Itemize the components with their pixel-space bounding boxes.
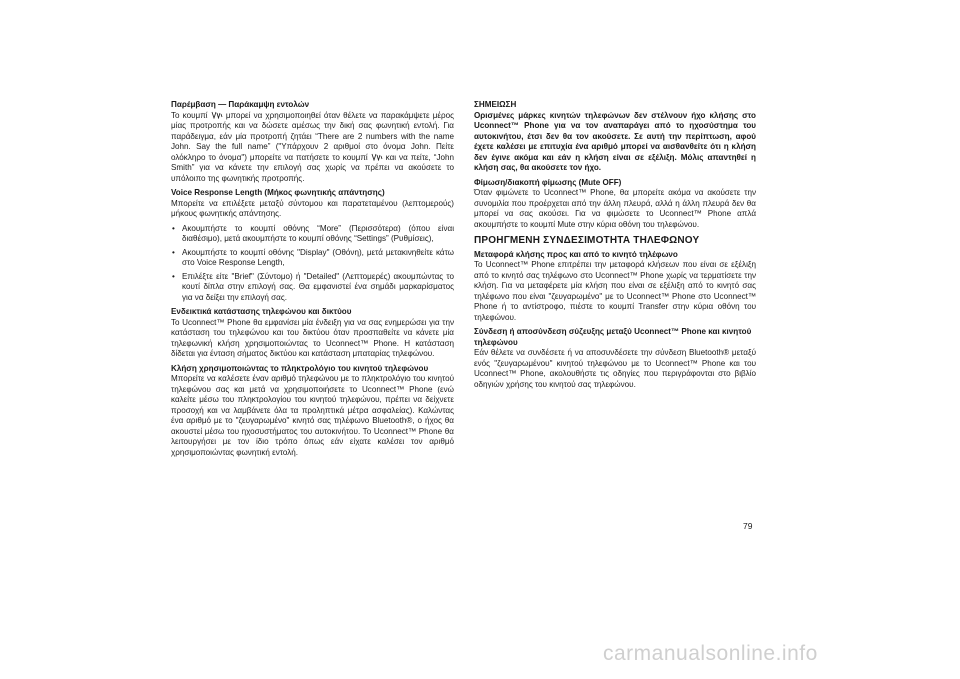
- watermark: carmanualsonline.info: [603, 642, 818, 665]
- text-barge-in-b: μπορεί να χρησιμοποιηθεί όταν θέλετε να παρακάμψετε μέρος μίας προτροπής και να δώσετε αμέσως την δική σας φωνητική εντολή. Για παράδειγμα, εάν μία προτροπή ζητάει “There are 2 numbers with the name John. Say the full name” ("Υπάρχουν 2 αριθμοί στο όνομα John. Πείτε ολόκληρο το όνομα") μπορείτε να πατήσετε το κουμπί: [171, 110, 454, 162]
- paragraph-call-transfer: Το Uconnect™ Phone επιτρέπει την μεταφορά κλήσεων που είναι σε εξέλιξη από το κινητό σας τηλέφωνο στο Uconnect™ Phone χωρίς να τερματίσετε την κλήση. Για να μεταφέρετε μία κλήση που είναι σε εξέλιξη από το κινητό σας τηλέφωνο που είναι "ζευγαρωμένο" με το Uconnect™ Phone στο Uconnect™ Phone ή το αντίστροφο, πιέστε το κουμπί Transfer στην κύρια οθόνη του τηλεφώνου.: [474, 260, 756, 322]
- voice-recognition-icon: [371, 153, 383, 161]
- note-heading: ΣΗΜΕΙΩΣΗ: [474, 100, 517, 109]
- text-barge-in-c: και να πείτε, “John Smith” για να κάνετε την επιλογή σας χωρίς να πρέπει να ακούσετε το υπόλοιπο της φωνητικής προτροπής.: [171, 152, 454, 183]
- left-column: [171, 100, 454, 462]
- voice-response-steps: [171, 224, 454, 304]
- paragraph-pairing: Εάν θέλετε να συνδέσετε ή να αποσυνδέσετε την σύνδεση Bluetooth® μεταξύ ενός "ζευγαρωμένου" κινητού τηλεφώνου με το Uconnect™ Phone και του Uconnect™ Phone, ακολουθήστε τις οδηγίες που περιγράφονται στο βιβλίο οδηγιών χρήσης του κινητού σας τηλεφώνου.: [474, 348, 756, 389]
- heading-pairing: Σύνδεση ή αποσύνδεση σύζευξης μεταξύ Uconnect™ Phone και κινητού τηλεφώνου: [474, 327, 752, 347]
- right-column: [474, 100, 756, 394]
- list-item: • Ακουμπήστε το κουμπί οθόνης "Display" (Οθόνη), μετά μετακινηθείτε κάτω στο Voice Response Length,: [171, 248, 454, 269]
- note-body: Ορισμένες μάρκες κινητών τηλεφώνων δεν στέλνουν ήχο κλήσης στο Uconnect™ Phone για να τον αναπαράγει από το ηχοσύστημα του αυτοκινήτου, έτσι δεν θα τον ακούσετε. Σε αυτή την περίπτωση, αφού έχετε καλέσει με επιτυχία ένα αριθμό μπορεί να αισθανθείτε ότι η κλήση δεν έγινε ακόμα και εάν η κλήση είναι σε εξέλιξη. Μόλις απαντηθεί η κλήση σας, θα ακούσετε τον ήχο.: [474, 110, 756, 172]
- heading-mute: Φίμωση/διακοπή φίμωσης (Mute OFF): [474, 177, 622, 187]
- paragraph-voice-response-length: Μπορείτε να επιλέξετε μεταξύ σύντομου και παρατεταμένου (λεπτομερούς) μήκους φωνητικής απάντησης.: [171, 198, 454, 218]
- paragraph-status-indicators: Το Uconnect™ Phone θα εμφανίσει μία ένδειξη για να σας ενημερώσει για την κατάσταση του τηλεφώνου και του δικτύου όταν προσπαθείτε να κάνετε μία τηλεφωνική κλήση χρησιμοποιώντας το Uconnect™ Phone. Η κατάσταση δίδεται για ένταση σήματος δικτύου και κατάσταση μπαταρίας τηλεφώνου.: [171, 317, 454, 358]
- heading-call-transfer: Μεταφορά κλήσης προς και από το κινητό τηλέφωνο: [474, 249, 678, 259]
- heading-keypad-dialing: Κλήση χρησιμοποιώντας το πληκτρολόγιο του κινητού τηλεφώνου: [171, 363, 429, 373]
- list-item: • Επιλέξτε είτε "Brief" (Σύντομο) ή "Detailed" (Λεπτομερές) ακουμπώντας το κουτί δίπλα στην επιλογή σας. Θα εμφανιστεί ένα σημάδι μαρκαρίσματος για να δείξει την επιλογή σας.: [171, 272, 454, 304]
- heading-status-indicators: Ενδεικτικά κατάστασης τηλεφώνου και δικτύου: [171, 307, 352, 316]
- paragraph-barge-in: [171, 111, 454, 185]
- text-barge-in-a: Το κουμπί: [171, 110, 208, 120]
- section-title: ΠΡΟΗΓΜΕΝΗ ΣΥΝΔΕΣΙΜΟΤΗΤΑ ΤΗΛΕΦΩΝΟΥ: [474, 235, 700, 246]
- list-item: • Ακουμπήστε το κουμπί οθόνης “More” (Περισσότερα) (όπου είναι διαθέσιμο), μετά ακουμπήστε το κουμπί οθόνης “Settings” (Ρυθμίσεις),: [171, 224, 454, 245]
- paragraph-keypad-dialing: Μπορείτε να καλέσετε έναν αριθμό τηλεφώνου με το πληκτρολόγιο του κινητού τηλεφώνου σας και μετά να χρησιμοποιήσετε το Uconnect™ Phone (ενώ καλείτε μέσω του πληκτρολογίου του κινητού τηλεφώνου, πρέπει να δείχνετε προσοχή και να λαμβάνετε όλα τα προληπτικά μέτρα ασφαλείας). Καλώντας ένα αριθμό με το "ζευγαρωμένο" κινητό σας τηλέφωνο Bluetooth®, ο ήχος θα ακουστεί μέσω του ηχοσυστήματος του αυτοκινήτου. Το Uconnect™ Phone θα λειτουργήσει με τον ίδιο τρόπο όπως εάν είχατε καλέσει τον αριθμό χρησιμοποιώντας φωνητική εντολή.: [171, 374, 454, 457]
- page-number: 79: [743, 521, 753, 531]
- heading-barge-in: Παρέμβαση — Παράκαμψη εντολών: [171, 100, 310, 109]
- heading-voice-response-length: Voice Response Length (Μήκος φωνητικής απάντησης): [171, 188, 385, 197]
- paragraph-mute: Όταν φιμώνετε το Uconnect™ Phone, θα μπορείτε ακόμα να ακούσετε την συνομιλία που προέρχεται από την άλλη πλευρά, αλλά η άλλη πλευρά δεν θα μπορεί να σας ακούσει. Για να φιμώσετε το Uconnect™ Phone απλά ακουμπήστε το κουμπί Mute στην κύρια οθόνη του τηλεφώνου.: [474, 188, 756, 229]
- voice-recognition-icon: [211, 111, 223, 119]
